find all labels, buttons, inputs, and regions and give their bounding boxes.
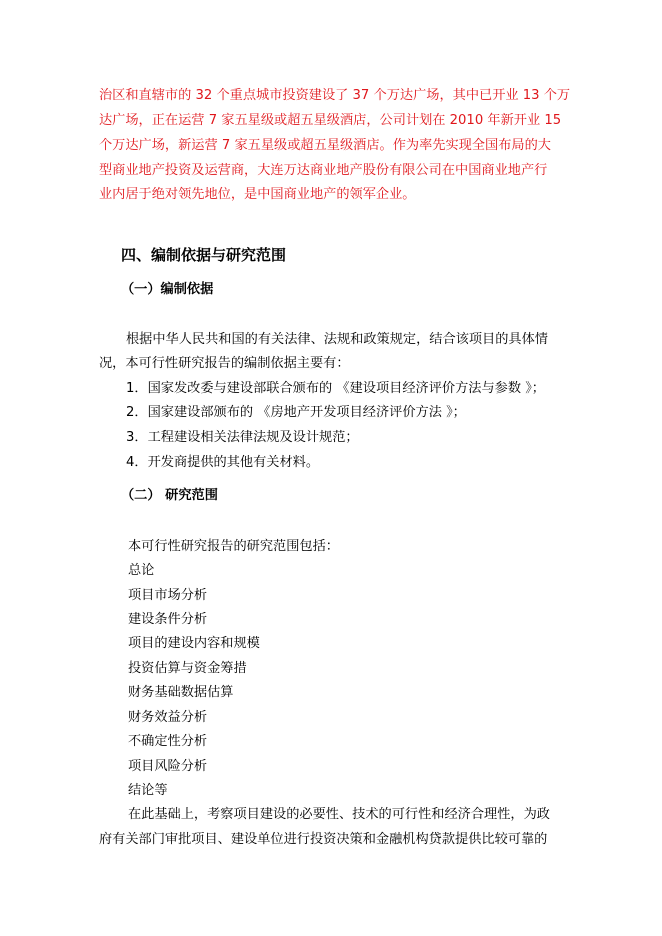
basis-para-line-1: 根据中华人民共和国的有关法律、法规和政策规定，结合该项目的具体情 bbox=[126, 332, 548, 347]
section-heading: 四、编制依据与研究范围 bbox=[121, 246, 287, 264]
scope-item-9: 项目风险分析 bbox=[128, 759, 208, 774]
scope-item-10: 结论等 bbox=[128, 783, 168, 798]
basis-item-4: 4．开发商提供的其他有关材料。 bbox=[126, 455, 320, 470]
scope-item-5: 投资估算与资金筹措 bbox=[128, 661, 247, 676]
scope-item-4: 项目的建设内容和规模 bbox=[128, 636, 260, 651]
intro-line-2: 达广场，正在运营 7 家五星级或超五星级酒店，公司计划在 2010 年新开业 15 bbox=[99, 113, 562, 128]
basis-item-3: 3．工程建设相关法律法规及设计规范； bbox=[126, 430, 359, 445]
basis-item-2: 2．国家建设部颁布的 《房地产开发项目经济评价方法 》； bbox=[126, 405, 466, 420]
scope-item-2: 项目市场分析 bbox=[128, 588, 208, 603]
intro-line-5: 业内居于绝对领先地位，是中国商业地产的领军企业。 bbox=[99, 187, 416, 202]
scope-heading: （二） 研究范围 bbox=[121, 488, 218, 503]
basis-heading: （一）编制依据 bbox=[121, 282, 214, 297]
basis-para-line-2: 况，本可行性研究报告的编制依据主要有： bbox=[99, 356, 350, 371]
intro-line-1: 治区和直辖市的 32 个重点城市投资建设了 37 个万达广场，其中已开业 13 个万 bbox=[99, 88, 571, 103]
scope-item-7: 财务效益分析 bbox=[128, 710, 208, 725]
conclusion-line-2: 府有关部门审批项目、建设单位进行投资决策和金融机构贷款提供比较可靠的 bbox=[99, 832, 548, 847]
scope-item-8: 不确定性分析 bbox=[128, 734, 208, 749]
intro-line-3: 个万达广场，新运营 7 家五星级或超五星级酒店。作为率先实现全国布局的大 bbox=[99, 138, 551, 153]
basis-item-1: 1．国家发改委与建设部联合颁布的 《建设项目经济评价方法与参数 》； bbox=[126, 381, 545, 396]
scope-intro: 本可行性研究报告的研究范围包括： bbox=[128, 539, 339, 554]
scope-item-1: 总论 bbox=[128, 563, 155, 578]
scope-item-6: 财务基础数据估算 bbox=[128, 685, 234, 700]
conclusion-line-1: 在此基础上，考察项目建设的必要性、技术的可行性和经济合理性，为政 bbox=[128, 807, 550, 822]
scope-item-3: 建设条件分析 bbox=[128, 612, 208, 627]
intro-line-4: 型商业地产投资及运营商，大连万达商业地产股份有限公司在中国商业地产行 bbox=[99, 163, 548, 178]
